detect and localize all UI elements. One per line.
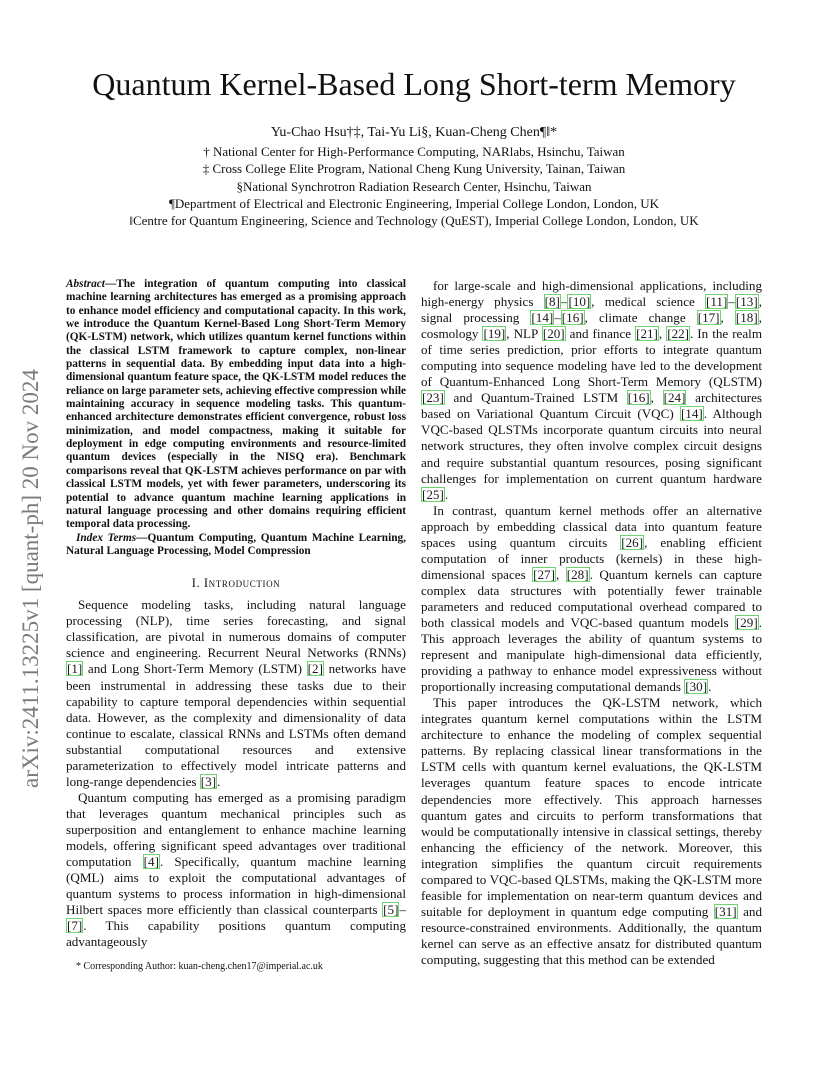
abstract-text: —The integration of quantum computing into classical machine learning architectures has emerged as a promising approach to enhance model efficiency and computational capacity. In this work, we introduce the Quantum Kernel-Based Long Short-Term Memory (QK-LSTM) network, which utilizes quantum kernel functions within the classical LSTM framework to capture complex, non-linear patterns in sequential data. By embedding input data into a high-dimensional quantum feature space, the QK-LSTM model reduces the reliance on large parameter sets, achieving effective compression while maintaining accuracy in sequence modeling tasks. This quantum-enhanced architecture demonstrates efficient convergence, robust loss minimization, and model compactness, making it suitable for deployment in edge computing environments and resource-limited quantum devices (especially in the NISQ era). Benchmark comparisons reveal that QK-LSTM achieves performance on par with classical LSTM models, yet with fewer parameters, underscoring its potential to advance quantum machine learning applications in natural language processing and other domains requiring efficient temporal data processing.	[66, 278, 406, 531]
affiliation: † National Center for High-Performance Computing, NARlabs, Hsinchu, Taiwan	[203, 144, 625, 159]
index-terms-text: —Quantum Computing, Quantum Machine Learning, Natural Language Processing, Model Compression	[66, 531, 406, 557]
right-body	[421, 278, 762, 968]
citation-link[interactable]: [22]	[667, 326, 690, 342]
corresponding-author-footnote: * Corresponding Author: kuan-cheng.chen17@imperial.ac.uk	[76, 961, 323, 972]
left-body	[66, 597, 406, 950]
left-column	[66, 278, 406, 950]
citation-link[interactable]: [17]	[697, 310, 720, 326]
affiliation-list	[0, 143, 828, 229]
body-paragraph: Sequence modeling tasks, including natural language processing (NLP), time series forecasting, and signal classification, are pivotal in numerous domains of computer science and engineering. Recurrent Neural Networks (RNNs) [1] and Long Short-Term Memory (LSTM) [2] networks have been instrumental in addressing these tasks due to their capability to capture temporal dependencies within sequential data. However, as the complexity and dimensionality of data continue to escalate, classical RNNs and LSTMs often demand substantial computational resources and extensive parameterization to effectively model intricate patterns and long-range dependencies [3].	[66, 597, 406, 789]
index-terms	[66, 532, 406, 559]
citation-link[interactable]: [27]	[533, 566, 555, 582]
citation-link[interactable]: [19]	[483, 326, 506, 342]
body-paragraph: In contrast, quantum kernel methods offer an alternative approach by embedding classical data into quantum feature spaces using quantum circuits [26], enabling efficient computation of inner products (kernels) in these high-dimensional spaces [27], [28]. Quantum kernels can capture complex data structures with potentially fewer trainable parameters and reduced computational overhead compared to both classical models and VQC-based quantum models [29]. This approach leverages the ability of quantum systems to represent and manipulate high-dimensional data efficiently, providing a pathway to enhance model expressiveness without proportionally increasing computational demands [30].	[421, 502, 762, 695]
citation-link[interactable]: [24]	[663, 390, 686, 406]
citation-link[interactable]: [1]	[67, 661, 83, 677]
citation-link[interactable]: [7]	[67, 918, 83, 934]
citation-link[interactable]: [16]	[627, 390, 650, 406]
citation-link[interactable]: [28]	[566, 566, 589, 582]
affiliation: ¶Department of Electrical and Electronic Engineering, Imperial College London, London, UK	[169, 195, 659, 211]
body-paragraph: for large-scale and high-dimensional applications, including high-energy physics [8]–[10], medical science [11]–[13], signal processing [14]–[16], climate change [17], [18], cosmology [19], NLP [20] and finance [21], [22]. In the realm of time series prediction, prior efforts to integrate quantum computing into sequence modeling have led to the development of Quantum-Enhanced Long Short-Term Memory (QLSTM) [23] and Quantum-Trained LSTM [16], [24] architectures based on Variational Quantum Circuit (VQC) [14]. Although VQC-based QLSTMs incorporate quantum circuits into neural network structures, they often involve complex circuit designs and require substantial quantum resources, posing significant challenges for implementation on current quantum hardware [25].	[421, 278, 763, 502]
citation-link[interactable]: [11]	[706, 294, 728, 310]
citation-link[interactable]: [20]	[542, 326, 565, 342]
paper-title: Quantum Kernel-Based Long Short-term Memory	[92, 66, 736, 102]
citation-link[interactable]: [13]	[735, 294, 758, 310]
section-heading: I. Introduction	[191, 576, 281, 591]
affiliation: ‖Centre for Quantum Engineering, Science and Technology (QuEST), Imperial College London, London, UK	[129, 213, 699, 229]
citation-link[interactable]: [8]	[544, 294, 560, 310]
affiliation: §National Synchrotron Radiation Research Center, Hsinchu, Taiwan	[236, 178, 592, 194]
citation-link[interactable]: [29]	[735, 614, 758, 630]
citation-link[interactable]: [5]	[383, 902, 399, 918]
affiliation: ‡ Cross College Elite Program, National Cheng Kung University, Tainan, Taiwan	[202, 161, 626, 177]
citation-link[interactable]: [10]	[568, 294, 591, 310]
arxiv-identifier: arXiv:2411.13225v1 [quant-ph] 20 Nov 2024	[18, 369, 43, 788]
citation-link[interactable]: [14]	[680, 406, 703, 422]
body-paragraph: This paper introduces the QK-LSTM network, which integrates quantum kernel computations within the LSTM architecture to enhance the modeling of complex sequential patterns. By replacing classical linear transformations in the LSTM cells with quantum kernel evaluations, the QK-LSTM leverages quantum feature spaces to encode intricate dependencies more effectively. This approach harnesses quantum gates and circuits to perform transformations that would be computationally intensive in classical settings, thereby enhancing the efficiency of the network. Moreover, this integration simplifies the quantum circuit requirements compared to VQC-based QLSTMs, making the QK-LSTM more feasible for implementation on near-term quantum devices and suitable for deployment in quantum edge computing [31] and resource-constrained environments. Additionally, the quantum kernel can serve as an effective ansatz for distributed quantum computing, suggesting that this method can be extended	[421, 695, 762, 967]
citation-link[interactable]: [18]	[735, 310, 758, 326]
right-column	[421, 278, 762, 968]
abstract	[66, 278, 406, 532]
citation-link[interactable]: [23]	[422, 390, 444, 406]
citation-link[interactable]: [31]	[714, 903, 737, 919]
citation-link[interactable]: [26]	[621, 534, 644, 550]
citation-link[interactable]: [4]	[143, 854, 159, 870]
index-terms-lead: Index Terms	[76, 531, 137, 544]
abstract-lead: Abstract	[66, 278, 105, 290]
citation-link[interactable]: [2]	[307, 661, 323, 677]
author-list: Yu-Chao Hsu†‡, Tai-Yu Li§, Kuan-Cheng Chen¶‖*	[270, 125, 558, 140]
citation-link[interactable]: [25]	[422, 486, 444, 502]
body-paragraph: Quantum computing has emerged as a promising paradigm that leverages quantum mechanical principles such as superposition and entanglement to enhance machine learning models, offering significant speed advantages over traditional computation [4]. Specifically, quantum machine learning (QML) aims to exploit the computational advantages of quantum systems to process information in high-dimensional Hilbert spaces more efficiently than classical counterparts [5]–[7]. This capability positions quantum computing advantageously	[66, 789, 406, 950]
citation-link[interactable]: [14]	[531, 310, 554, 326]
citation-link[interactable]: [3]	[200, 773, 217, 789]
citation-link[interactable]: [16]	[561, 310, 584, 326]
citation-link[interactable]: [21]	[636, 326, 658, 342]
citation-link[interactable]: [30]	[685, 679, 708, 695]
